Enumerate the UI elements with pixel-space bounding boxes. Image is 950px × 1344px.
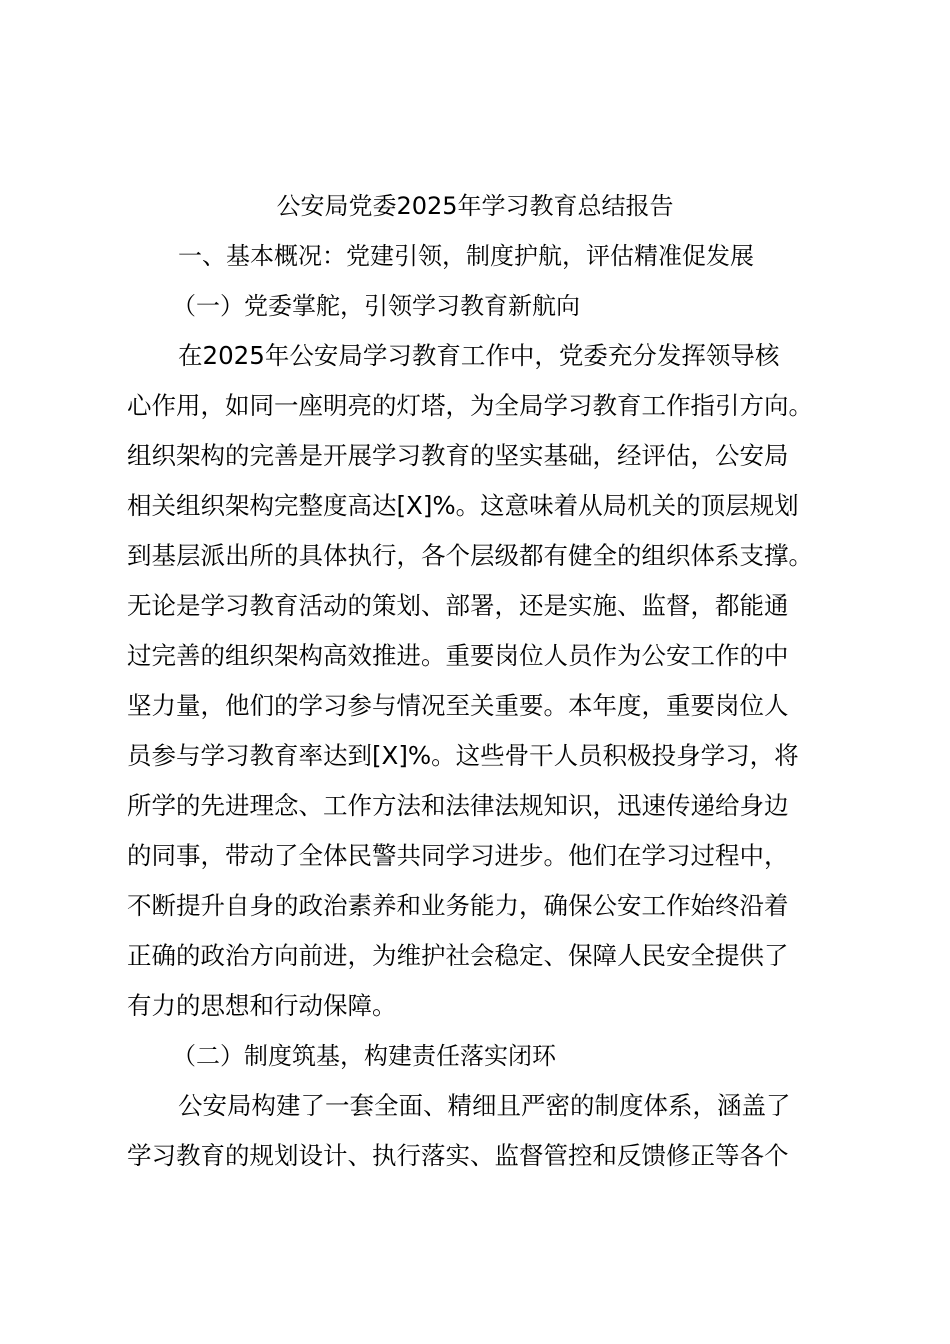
section-heading-basic-overview: 一、基本概况：党建引领，制度护航，评估精准促发展 [178,242,754,270]
paragraph-line: 有力的思想和行动保障。 [127,991,397,1020]
paragraph-line: 的同事，带动了全体民警共同学习进步。他们在学习过程中， [127,841,789,870]
paragraph-line: 心作用，如同一座明亮的灯塔，为全局学习教育工作指引方向。 [127,391,813,420]
paragraph-line: 无论是学习教育活动的策划、部署，还是实施、监督，都能通 [127,591,789,620]
subsection-heading-party-leadership: （一）党委掌舵，引领学习教育新航向 [172,292,580,320]
paragraph-line: 不断提升自身的政治素养和业务能力，确保公安工作始终沿着 [127,891,789,920]
paragraph-line: 在2025年公安局学习教育工作中，党委充分发挥领导核 [178,341,780,370]
paragraph-line: 过完善的组织架构高效推进。重要岗位人员作为公安工作的中 [127,641,789,670]
paragraph-line: 坚力量，他们的学习参与情况至关重要。本年度，重要岗位人 [127,691,789,720]
paragraph-line: 到基层派出所的具体执行，各个层级都有健全的组织体系支撑。 [127,541,813,570]
document-title: 公安局党委2025年学习教育总结报告 [276,192,674,220]
paragraph-line: 公安局构建了一套全面、精细且严密的制度体系，涵盖了 [178,1091,791,1120]
subsection-heading-institutional-foundation: （二）制度筑基，构建责任落实闭环 [172,1042,556,1070]
paragraph-line: 组织架构的完善是开展学习教育的坚实基础，经评估，公安局 [127,441,789,470]
paragraph-line: 所学的先进理念、工作方法和法律法规知识，迅速传递给身边 [127,791,789,820]
paragraph-line: 相关组织架构完整度高达[X]%。这意味着从局机关的顶层规划 [127,491,799,520]
paragraph-line: 学习教育的规划设计、执行落实、监督管控和反馈修正等各个 [127,1141,789,1170]
paragraph-line: 正确的政治方向前进，为维护社会稳定、保障人民安全提供了 [127,941,789,970]
paragraph-line: 员参与学习教育率达到[X]%。这些骨干人员积极投身学习，将 [127,741,799,770]
